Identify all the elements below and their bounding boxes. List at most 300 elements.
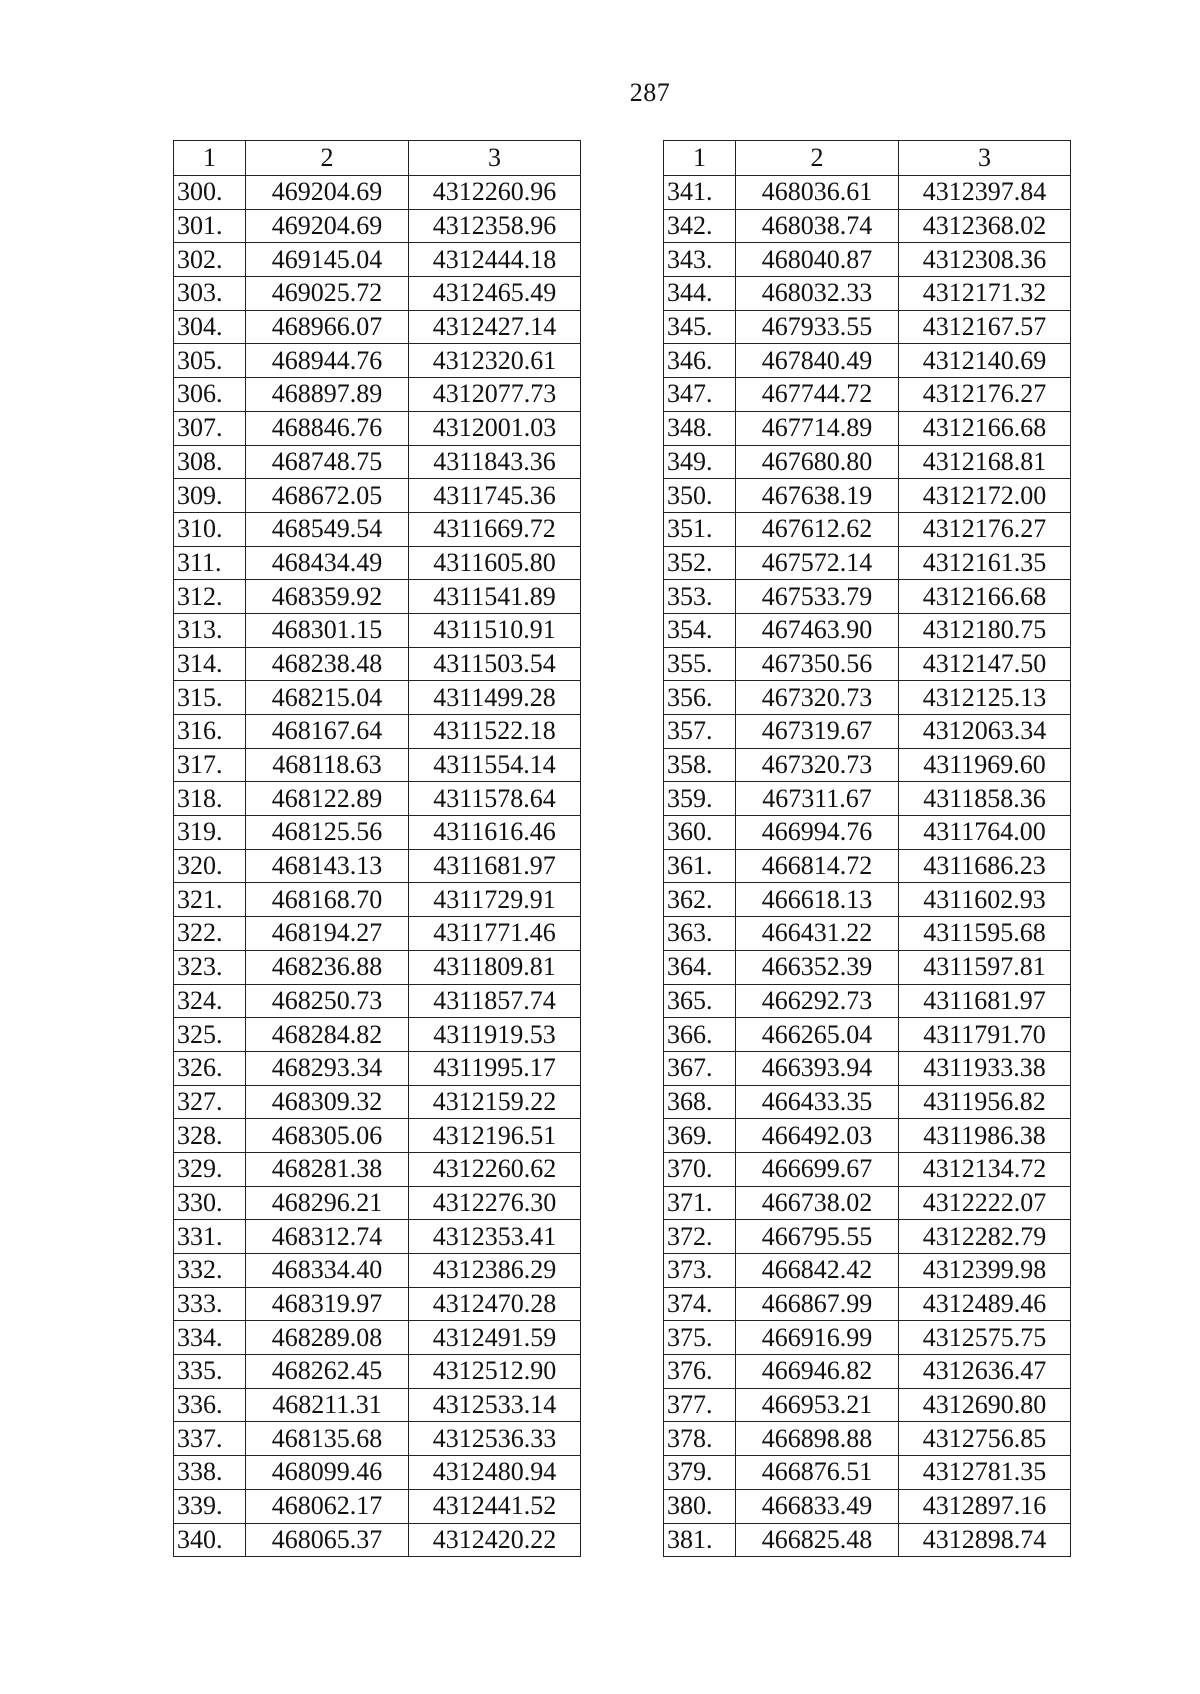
y-coordinate-cell: 4312077.73: [409, 378, 581, 412]
point-number-cell: 324.: [174, 984, 246, 1018]
point-number-cell: 337.: [174, 1422, 246, 1456]
table-row: [174, 1388, 581, 1422]
x-coordinate-cell: 468038.74: [736, 209, 899, 243]
point-number-cell: 311.: [174, 546, 246, 580]
point-number-cell: 320.: [174, 849, 246, 883]
point-number-cell: 349.: [664, 445, 736, 479]
point-number-cell: 350.: [664, 479, 736, 513]
table-row: [174, 1254, 581, 1288]
y-coordinate-cell: 4312353.41: [409, 1220, 581, 1254]
point-number-cell: 330.: [174, 1186, 246, 1220]
y-coordinate-cell: 4311595.68: [899, 917, 1071, 951]
table-row: [664, 344, 1071, 378]
y-coordinate-cell: 4312260.96: [409, 176, 581, 210]
table-row: [174, 378, 581, 412]
y-coordinate-cell: 4312168.81: [899, 445, 1071, 479]
x-coordinate-cell: 468215.04: [246, 681, 409, 715]
y-coordinate-cell: 4312897.16: [899, 1489, 1071, 1523]
table-header-row: [174, 141, 581, 176]
point-number-cell: 364.: [664, 950, 736, 984]
table-row: [174, 1018, 581, 1052]
y-coordinate-cell: 4312176.27: [899, 378, 1071, 412]
point-number-cell: 360.: [664, 816, 736, 850]
y-coordinate-cell: 4312399.98: [899, 1254, 1071, 1288]
table-row: [174, 1186, 581, 1220]
point-number-cell: 365.: [664, 984, 736, 1018]
y-coordinate-cell: 4311602.93: [899, 883, 1071, 917]
table-row: [664, 1051, 1071, 1085]
x-coordinate-cell: 466265.04: [736, 1018, 899, 1052]
table-row: [664, 1388, 1071, 1422]
table-row: [664, 984, 1071, 1018]
table-row: [664, 1422, 1071, 1456]
y-coordinate-cell: 4311843.36: [409, 445, 581, 479]
x-coordinate-cell: 469025.72: [246, 277, 409, 311]
y-coordinate-cell: 4312166.68: [899, 580, 1071, 614]
table-row: [664, 681, 1071, 715]
column-header-2: 2: [736, 141, 899, 176]
point-number-cell: 371.: [664, 1186, 736, 1220]
point-number-cell: 303.: [174, 277, 246, 311]
coordinates-table-right: [663, 140, 1071, 1557]
y-coordinate-cell: 4311616.46: [409, 816, 581, 850]
y-coordinate-cell: 4311499.28: [409, 681, 581, 715]
table-row: [664, 1152, 1071, 1186]
x-coordinate-cell: 467714.89: [736, 411, 899, 445]
y-coordinate-cell: 4312512.90: [409, 1355, 581, 1389]
y-coordinate-cell: 4312536.33: [409, 1422, 581, 1456]
x-coordinate-cell: 466833.49: [736, 1489, 899, 1523]
page-number: 287: [629, 78, 671, 107]
point-number-cell: 313.: [174, 613, 246, 647]
point-number-cell: 378.: [664, 1422, 736, 1456]
table-row: [174, 176, 581, 210]
x-coordinate-cell: 466431.22: [736, 917, 899, 951]
point-number-cell: 306.: [174, 378, 246, 412]
table-row: [664, 378, 1071, 412]
point-number-cell: 374.: [664, 1287, 736, 1321]
y-coordinate-cell: 4311729.91: [409, 883, 581, 917]
x-coordinate-cell: 468309.32: [246, 1085, 409, 1119]
x-coordinate-cell: 468122.89: [246, 782, 409, 816]
point-number-cell: 348.: [664, 411, 736, 445]
y-coordinate-cell: 4312756.85: [899, 1422, 1071, 1456]
x-coordinate-cell: 467319.67: [736, 715, 899, 749]
table-row: [174, 647, 581, 681]
point-number-cell: 379.: [664, 1456, 736, 1490]
y-coordinate-cell: 4312690.80: [899, 1388, 1071, 1422]
point-number-cell: 300.: [174, 176, 246, 210]
x-coordinate-cell: 468312.74: [246, 1220, 409, 1254]
table-body-right: [664, 176, 1071, 1557]
y-coordinate-cell: 4312196.51: [409, 1119, 581, 1153]
x-coordinate-cell: 468966.07: [246, 310, 409, 344]
point-number-cell: 373.: [664, 1254, 736, 1288]
x-coordinate-cell: 466393.94: [736, 1051, 899, 1085]
x-coordinate-cell: 466867.99: [736, 1287, 899, 1321]
y-coordinate-cell: 4312358.96: [409, 209, 581, 243]
x-coordinate-cell: 466953.21: [736, 1388, 899, 1422]
point-number-cell: 356.: [664, 681, 736, 715]
point-number-cell: 380.: [664, 1489, 736, 1523]
x-coordinate-cell: 468289.08: [246, 1321, 409, 1355]
point-number-cell: 355.: [664, 647, 736, 681]
y-coordinate-cell: 4312420.22: [409, 1523, 581, 1557]
table-row: [174, 1287, 581, 1321]
x-coordinate-cell: 468062.17: [246, 1489, 409, 1523]
y-coordinate-cell: 4311541.89: [409, 580, 581, 614]
point-number-cell: 344.: [664, 277, 736, 311]
y-coordinate-cell: 4312491.59: [409, 1321, 581, 1355]
x-coordinate-cell: 468281.38: [246, 1152, 409, 1186]
point-number-cell: 375.: [664, 1321, 736, 1355]
x-coordinate-cell: 468194.27: [246, 917, 409, 951]
point-number-cell: 370.: [664, 1152, 736, 1186]
y-coordinate-cell: 4312282.79: [899, 1220, 1071, 1254]
point-number-cell: 323.: [174, 950, 246, 984]
table-row: [664, 310, 1071, 344]
x-coordinate-cell: 469145.04: [246, 243, 409, 277]
point-number-cell: 351.: [664, 512, 736, 546]
table-row: [174, 1220, 581, 1254]
table-row: [174, 277, 581, 311]
x-coordinate-cell: 466876.51: [736, 1456, 899, 1490]
point-number-cell: 357.: [664, 715, 736, 749]
x-coordinate-cell: 468036.61: [736, 176, 899, 210]
y-coordinate-cell: 4311554.14: [409, 748, 581, 782]
table-row: [174, 1321, 581, 1355]
point-number-cell: 346.: [664, 344, 736, 378]
table-row: [664, 1085, 1071, 1119]
y-coordinate-cell: 4312444.18: [409, 243, 581, 277]
x-coordinate-cell: 466618.13: [736, 883, 899, 917]
column-header-3: 3: [899, 141, 1071, 176]
point-number-cell: 339.: [174, 1489, 246, 1523]
table-row: [174, 209, 581, 243]
x-coordinate-cell: 468897.89: [246, 378, 409, 412]
x-coordinate-cell: 468211.31: [246, 1388, 409, 1422]
x-coordinate-cell: 466994.76: [736, 816, 899, 850]
x-coordinate-cell: 466916.99: [736, 1321, 899, 1355]
y-coordinate-cell: 4311857.74: [409, 984, 581, 1018]
y-coordinate-cell: 4312134.72: [899, 1152, 1071, 1186]
y-coordinate-cell: 4312636.47: [899, 1355, 1071, 1389]
point-number-cell: 317.: [174, 748, 246, 782]
point-number-cell: 304.: [174, 310, 246, 344]
x-coordinate-cell: 467612.62: [736, 512, 899, 546]
table-row: [664, 1254, 1071, 1288]
y-coordinate-cell: 4312140.69: [899, 344, 1071, 378]
table-body-left: [174, 176, 581, 1557]
table-row: [174, 917, 581, 951]
y-coordinate-cell: 4311969.60: [899, 748, 1071, 782]
x-coordinate-cell: 468944.76: [246, 344, 409, 378]
point-number-cell: 341.: [664, 176, 736, 210]
point-number-cell: 314.: [174, 647, 246, 681]
y-coordinate-cell: 4312125.13: [899, 681, 1071, 715]
point-number-cell: 301.: [174, 209, 246, 243]
point-number-cell: 352.: [664, 546, 736, 580]
y-coordinate-cell: 4312147.50: [899, 647, 1071, 681]
y-coordinate-cell: 4312781.35: [899, 1456, 1071, 1490]
x-coordinate-cell: 467572.14: [736, 546, 899, 580]
point-number-cell: 307.: [174, 411, 246, 445]
table-row: [664, 950, 1071, 984]
point-number-cell: 328.: [174, 1119, 246, 1153]
point-number-cell: 363.: [664, 917, 736, 951]
y-coordinate-cell: 4311933.38: [899, 1051, 1071, 1085]
y-coordinate-cell: 4311681.97: [409, 849, 581, 883]
table-row: [174, 479, 581, 513]
table-row: [664, 1489, 1071, 1523]
table-row: [664, 1287, 1071, 1321]
x-coordinate-cell: 468262.45: [246, 1355, 409, 1389]
y-coordinate-cell: 4311578.64: [409, 782, 581, 816]
x-coordinate-cell: 466433.35: [736, 1085, 899, 1119]
x-coordinate-cell: 468125.56: [246, 816, 409, 850]
table-row: [174, 613, 581, 647]
table-row: [664, 445, 1071, 479]
column-header-3: 3: [409, 141, 581, 176]
x-coordinate-cell: 468040.87: [736, 243, 899, 277]
table-row: [174, 243, 581, 277]
y-coordinate-cell: 4312176.27: [899, 512, 1071, 546]
table-row: [174, 1085, 581, 1119]
y-coordinate-cell: 4312180.75: [899, 613, 1071, 647]
x-coordinate-cell: 468334.40: [246, 1254, 409, 1288]
y-coordinate-cell: 4312063.34: [899, 715, 1071, 749]
point-number-cell: 331.: [174, 1220, 246, 1254]
x-coordinate-cell: 467463.90: [736, 613, 899, 647]
point-number-cell: 315.: [174, 681, 246, 715]
table-row: [664, 1186, 1071, 1220]
point-number-cell: 312.: [174, 580, 246, 614]
y-coordinate-cell: 4311791.70: [899, 1018, 1071, 1052]
table-row: [174, 1152, 581, 1186]
x-coordinate-cell: 468293.34: [246, 1051, 409, 1085]
y-coordinate-cell: 4312222.07: [899, 1186, 1071, 1220]
x-coordinate-cell: 467744.72: [736, 378, 899, 412]
point-number-cell: 322.: [174, 917, 246, 951]
y-coordinate-cell: 4312533.14: [409, 1388, 581, 1422]
column-header-2: 2: [246, 141, 409, 176]
table-row: [664, 1119, 1071, 1153]
x-coordinate-cell: 467320.73: [736, 748, 899, 782]
x-coordinate-cell: 468284.82: [246, 1018, 409, 1052]
point-number-cell: 345.: [664, 310, 736, 344]
x-coordinate-cell: 467350.56: [736, 647, 899, 681]
x-coordinate-cell: 468250.73: [246, 984, 409, 1018]
table-row: [174, 849, 581, 883]
x-coordinate-cell: 468305.06: [246, 1119, 409, 1153]
table-row: [174, 546, 581, 580]
x-coordinate-cell: 466352.39: [736, 950, 899, 984]
x-coordinate-cell: 467533.79: [736, 580, 899, 614]
y-coordinate-cell: 4311522.18: [409, 715, 581, 749]
table-row: [174, 512, 581, 546]
point-number-cell: 336.: [174, 1388, 246, 1422]
point-number-cell: 369.: [664, 1119, 736, 1153]
y-coordinate-cell: 4312575.75: [899, 1321, 1071, 1355]
point-number-cell: 308.: [174, 445, 246, 479]
x-coordinate-cell: 469204.69: [246, 176, 409, 210]
y-coordinate-cell: 4311669.72: [409, 512, 581, 546]
point-number-cell: 367.: [664, 1051, 736, 1085]
x-coordinate-cell: 468168.70: [246, 883, 409, 917]
x-coordinate-cell: 466795.55: [736, 1220, 899, 1254]
y-coordinate-cell: 4312480.94: [409, 1456, 581, 1490]
table-header-row: [664, 141, 1071, 176]
point-number-cell: 327.: [174, 1085, 246, 1119]
y-coordinate-cell: 4312386.29: [409, 1254, 581, 1288]
point-number-cell: 381.: [664, 1523, 736, 1557]
table-row: [174, 310, 581, 344]
table-row: [174, 782, 581, 816]
table-row: [174, 715, 581, 749]
point-number-cell: 321.: [174, 883, 246, 917]
table-row: [664, 176, 1071, 210]
table-row: [174, 1489, 581, 1523]
y-coordinate-cell: 4312397.84: [899, 176, 1071, 210]
y-coordinate-cell: 4311956.82: [899, 1085, 1071, 1119]
table-row: [174, 344, 581, 378]
table-row: [174, 950, 581, 984]
table-row: [174, 1119, 581, 1153]
table-row: [664, 849, 1071, 883]
point-number-cell: 318.: [174, 782, 246, 816]
x-coordinate-cell: 467933.55: [736, 310, 899, 344]
table-row: [664, 546, 1071, 580]
point-number-cell: 361.: [664, 849, 736, 883]
column-header-1: 1: [664, 141, 736, 176]
point-number-cell: 334.: [174, 1321, 246, 1355]
y-coordinate-cell: 4311919.53: [409, 1018, 581, 1052]
x-coordinate-cell: 467680.80: [736, 445, 899, 479]
table-row: [664, 917, 1071, 951]
point-number-cell: 316.: [174, 715, 246, 749]
table-row: [664, 883, 1071, 917]
table-row: [664, 1523, 1071, 1557]
x-coordinate-cell: 468319.97: [246, 1287, 409, 1321]
y-coordinate-cell: 4311986.38: [899, 1119, 1071, 1153]
x-coordinate-cell: 467840.49: [736, 344, 899, 378]
y-coordinate-cell: 4311597.81: [899, 950, 1071, 984]
table-row: [664, 512, 1071, 546]
x-coordinate-cell: 468135.68: [246, 1422, 409, 1456]
table-row: [174, 445, 581, 479]
point-number-cell: 332.: [174, 1254, 246, 1288]
y-coordinate-cell: 4312489.46: [899, 1287, 1071, 1321]
table-row: [174, 1051, 581, 1085]
table-row: [664, 243, 1071, 277]
point-number-cell: 305.: [174, 344, 246, 378]
point-number-cell: 338.: [174, 1456, 246, 1490]
x-coordinate-cell: 466492.03: [736, 1119, 899, 1153]
x-coordinate-cell: 468236.88: [246, 950, 409, 984]
table-row: [174, 1456, 581, 1490]
point-number-cell: 366.: [664, 1018, 736, 1052]
y-coordinate-cell: 4312260.62: [409, 1152, 581, 1186]
y-coordinate-cell: 4311503.54: [409, 647, 581, 681]
table-row: [664, 411, 1071, 445]
table-row: [664, 613, 1071, 647]
table-row: [174, 1523, 581, 1557]
x-coordinate-cell: 466842.42: [736, 1254, 899, 1288]
table-row: [664, 209, 1071, 243]
y-coordinate-cell: 4312159.22: [409, 1085, 581, 1119]
table-row: [664, 647, 1071, 681]
table-row: [664, 1220, 1071, 1254]
table-row: [664, 1018, 1071, 1052]
x-coordinate-cell: 468099.46: [246, 1456, 409, 1490]
point-number-cell: 354.: [664, 613, 736, 647]
y-coordinate-cell: 4312470.28: [409, 1287, 581, 1321]
x-coordinate-cell: 466946.82: [736, 1355, 899, 1389]
y-coordinate-cell: 4311858.36: [899, 782, 1071, 816]
y-coordinate-cell: 4312427.14: [409, 310, 581, 344]
y-coordinate-cell: 4311510.91: [409, 613, 581, 647]
point-number-cell: 319.: [174, 816, 246, 850]
point-number-cell: 335.: [174, 1355, 246, 1389]
x-coordinate-cell: 466898.88: [736, 1422, 899, 1456]
point-number-cell: 343.: [664, 243, 736, 277]
table-row: [664, 782, 1071, 816]
point-number-cell: 325.: [174, 1018, 246, 1052]
point-number-cell: 310.: [174, 512, 246, 546]
y-coordinate-cell: 4312368.02: [899, 209, 1071, 243]
x-coordinate-cell: 468846.76: [246, 411, 409, 445]
x-coordinate-cell: 468549.54: [246, 512, 409, 546]
y-coordinate-cell: 4311686.23: [899, 849, 1071, 883]
x-coordinate-cell: 467320.73: [736, 681, 899, 715]
x-coordinate-cell: 468143.13: [246, 849, 409, 883]
coordinates-table-left: [173, 140, 581, 1557]
point-number-cell: 329.: [174, 1152, 246, 1186]
point-number-cell: 362.: [664, 883, 736, 917]
point-number-cell: 342.: [664, 209, 736, 243]
x-coordinate-cell: 468167.64: [246, 715, 409, 749]
table-row: [664, 1355, 1071, 1389]
table-row: [664, 580, 1071, 614]
table-row: [664, 816, 1071, 850]
table-row: [174, 681, 581, 715]
y-coordinate-cell: 4311809.81: [409, 950, 581, 984]
x-coordinate-cell: 468065.37: [246, 1523, 409, 1557]
x-coordinate-cell: 466292.73: [736, 984, 899, 1018]
y-coordinate-cell: 4312465.49: [409, 277, 581, 311]
table-row: [174, 580, 581, 614]
x-coordinate-cell: 468301.15: [246, 613, 409, 647]
x-coordinate-cell: 468672.05: [246, 479, 409, 513]
x-coordinate-cell: 468434.49: [246, 546, 409, 580]
point-number-cell: 376.: [664, 1355, 736, 1389]
y-coordinate-cell: 4311764.00: [899, 816, 1071, 850]
point-number-cell: 302.: [174, 243, 246, 277]
table-row: [174, 816, 581, 850]
table-row: [174, 883, 581, 917]
table-row: [174, 1355, 581, 1389]
x-coordinate-cell: 468032.33: [736, 277, 899, 311]
y-coordinate-cell: 4312167.57: [899, 310, 1071, 344]
table-row: [664, 1456, 1071, 1490]
y-coordinate-cell: 4312172.00: [899, 479, 1071, 513]
point-number-cell: 309.: [174, 479, 246, 513]
point-number-cell: 372.: [664, 1220, 736, 1254]
x-coordinate-cell: 468359.92: [246, 580, 409, 614]
point-number-cell: 368.: [664, 1085, 736, 1119]
y-coordinate-cell: 4311681.97: [899, 984, 1071, 1018]
point-number-cell: 347.: [664, 378, 736, 412]
